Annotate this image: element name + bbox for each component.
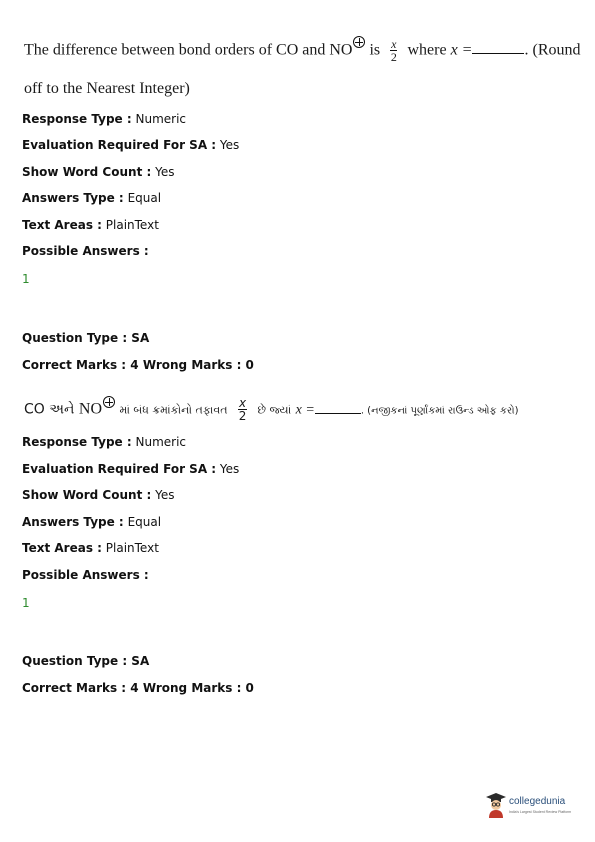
marks-row [22, 358, 254, 372]
question-type-row [22, 331, 149, 345]
oplus-icon [353, 36, 365, 48]
question-text-co: CO અને [24, 401, 75, 418]
text-areas-row [22, 218, 159, 232]
field-value: Yes [155, 165, 175, 179]
field-label: Text Areas : [22, 541, 102, 555]
field-label: Possible Answers : [22, 568, 149, 582]
field-label: Text Areas : [22, 218, 102, 232]
collegedunia-logo[interactable] [485, 792, 585, 822]
word-count-row [22, 165, 174, 179]
field-label: Show Word Count : [22, 488, 152, 502]
evaluation-row [22, 462, 239, 476]
fraction-denominator: 2 [390, 50, 397, 65]
question-type: Question Type : SA [22, 654, 150, 668]
question-type-row [22, 654, 149, 668]
answers-type-row [22, 515, 161, 529]
marks: Correct Marks : 4 Wrong Marks : 0 [22, 358, 254, 372]
field-value: Yes [219, 138, 240, 152]
possible-answers-row [22, 244, 149, 258]
field-value: Equal [127, 191, 162, 205]
fraction-numerator: x [238, 396, 247, 411]
logo-wordmark: collegedunia [509, 796, 566, 807]
field-label: Possible Answers : [22, 244, 149, 258]
question-text-en [24, 36, 580, 63]
fraction-denominator: 2 [238, 409, 247, 424]
field-label: Response Type : [22, 112, 132, 126]
question-text-en-line2: off to the Nearest Integer) [24, 80, 190, 97]
marks-row [22, 681, 254, 695]
marks: Correct Marks : 4 Wrong Marks : 0 [22, 681, 254, 695]
field-value: Numeric [135, 435, 187, 449]
oplus-icon [103, 396, 115, 408]
field-label: Show Word Count : [22, 165, 152, 179]
word-count-row [22, 488, 174, 502]
molecule-label: NO [78, 400, 103, 418]
field-label: Response Type : [22, 435, 132, 449]
field-label: Evaluation Required For SA : [22, 462, 217, 476]
field-value: Yes [219, 462, 240, 476]
question-text-round: . (નજીકનાં પૂર્ણાંકમાં રાઉન્ડ ઓફ કરો) [360, 405, 519, 417]
question-text-part: The difference between bond orders of CO and [24, 41, 326, 59]
answer-blank [315, 413, 361, 414]
possible-answer-value: 1 [22, 596, 30, 610]
graduate-mascot-icon [485, 792, 507, 818]
response-type-row [22, 435, 186, 449]
question-text-is: is [369, 41, 381, 59]
field-label: Answers Type : [22, 515, 124, 529]
question-text-middle: માં બંધ ક્રમાંકોનો તફાવત [119, 403, 228, 417]
question-text-where: છે જ્યાં [257, 403, 292, 417]
question-text-gu [24, 396, 518, 422]
molecule-label: NO [329, 41, 353, 59]
field-value: Numeric [135, 112, 187, 126]
response-type-row [22, 112, 186, 126]
variable-eq: x = [450, 41, 473, 59]
fraction [390, 38, 397, 63]
question-text-where: where [407, 41, 447, 59]
field-value: Equal [127, 515, 162, 529]
field-label: Evaluation Required For SA : [22, 138, 217, 152]
answer-blank [472, 53, 524, 54]
question-text-round: . (Round [524, 41, 581, 59]
possible-answer-value: 1 [22, 272, 30, 286]
text-areas-row [22, 541, 159, 555]
field-label: Answers Type : [22, 191, 124, 205]
variable-eq: x = [295, 402, 315, 418]
answers-type-row [22, 191, 161, 205]
evaluation-row [22, 138, 239, 152]
fraction-numerator: x [391, 37, 397, 52]
field-value: Yes [155, 488, 175, 502]
question-type: Question Type : SA [22, 331, 150, 345]
field-value: PlainText [105, 541, 159, 555]
field-value: PlainText [105, 218, 159, 232]
possible-answers-row [22, 568, 149, 582]
logo-tagline: India's Largest Student Review Platform [509, 810, 572, 814]
fraction [238, 397, 247, 422]
